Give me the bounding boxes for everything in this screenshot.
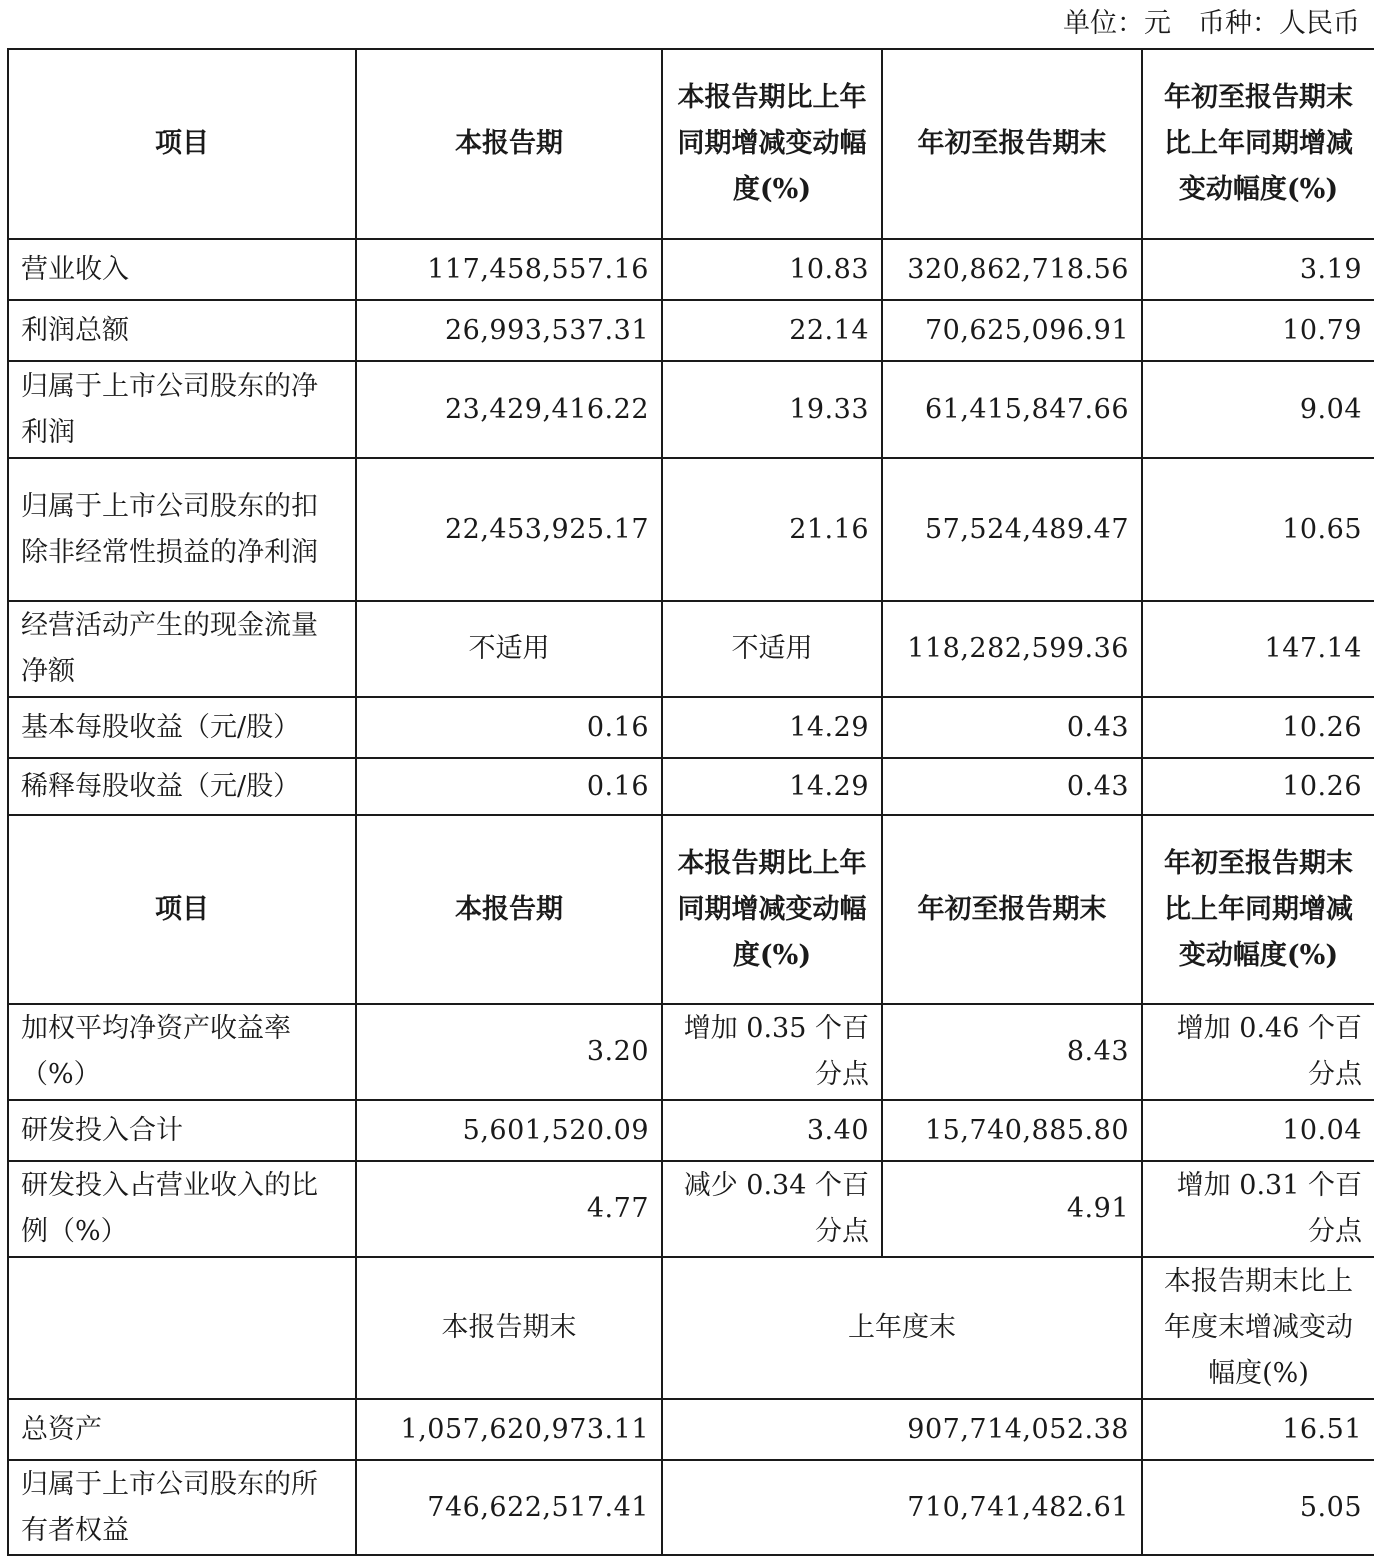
header-current-period: 本报告期 [356, 815, 662, 1004]
table-row [8, 1460, 1374, 1555]
cell-ytd-change: 147.14 [1142, 601, 1374, 697]
cell-current-change: 3.40 [662, 1100, 882, 1161]
cell-ytd-change: 10.26 [1142, 758, 1374, 815]
cell-ytd: 70,625,096.91 [882, 300, 1142, 361]
cell-current-change: 10.83 [662, 239, 882, 300]
cell-ytd: 15,740,885.80 [882, 1100, 1142, 1161]
cell-ytd: 8.43 [882, 1004, 1142, 1100]
cell-ytd-change: 10.65 [1142, 458, 1374, 601]
table-header-row [8, 1257, 1374, 1399]
header-item: 项目 [8, 815, 356, 1004]
table-row [8, 601, 1374, 697]
row-label: 归属于上市公司股东的扣除非经常性损益的净利润 [8, 458, 356, 601]
cell-ytd-change: 3.19 [1142, 239, 1374, 300]
cell-current: 5,601,520.09 [356, 1100, 662, 1161]
header-current-change: 本报告期比上年同期增减变动幅度(%) [662, 49, 882, 239]
header-ytd: 年初至报告期末 [882, 815, 1142, 1004]
table-row [8, 300, 1374, 361]
cell-ytd-change: 10.26 [1142, 697, 1374, 758]
row-label: 加权平均净资产收益率（%） [8, 1004, 356, 1100]
cell-ytd: 118,282,599.36 [882, 601, 1142, 697]
header-ytd: 年初至报告期末 [882, 49, 1142, 239]
table-row [8, 1399, 1374, 1460]
cell-ytd-change: 增加 0.46 个百分点 [1142, 1004, 1374, 1100]
row-label: 归属于上市公司股东的净利润 [8, 361, 356, 458]
table-row [8, 1161, 1374, 1257]
table-header-row [8, 49, 1374, 239]
table-row [8, 239, 1374, 300]
cell-ytd: 320,862,718.56 [882, 239, 1142, 300]
header-empty-cell [8, 1257, 356, 1399]
cell-period-end: 1,057,620,973.11 [356, 1399, 662, 1460]
header-item: 项目 [8, 49, 356, 239]
cell-current: 不适用 [356, 601, 662, 697]
cell-ytd-change: 10.04 [1142, 1100, 1374, 1161]
cell-current-change: 减少 0.34 个百分点 [662, 1161, 882, 1257]
cell-ytd-change: 10.79 [1142, 300, 1374, 361]
cell-current-change: 21.16 [662, 458, 882, 601]
cell-period-end: 746,622,517.41 [356, 1460, 662, 1555]
row-label: 基本每股收益（元/股） [8, 697, 356, 758]
cell-change: 16.51 [1142, 1399, 1374, 1460]
row-label: 经营活动产生的现金流量净额 [8, 601, 356, 697]
cell-prior-year-end: 710,741,482.61 [662, 1460, 1142, 1555]
cell-current: 3.20 [356, 1004, 662, 1100]
table-header-row [8, 815, 1374, 1004]
cell-ytd: 4.91 [882, 1161, 1142, 1257]
table-row [8, 1004, 1374, 1100]
header-period-end: 本报告期末 [356, 1257, 662, 1399]
header-current-period: 本报告期 [356, 49, 662, 239]
cell-ytd: 0.43 [882, 697, 1142, 758]
header-ytd-change: 年初至报告期末比上年同期增减变动幅度(%) [1142, 815, 1374, 1004]
cell-current: 26,993,537.31 [356, 300, 662, 361]
row-label: 营业收入 [8, 239, 356, 300]
cell-current-change: 14.29 [662, 758, 882, 815]
table-row [8, 697, 1374, 758]
cell-ytd-change: 9.04 [1142, 361, 1374, 458]
cell-ytd: 0.43 [882, 758, 1142, 815]
table-row [8, 361, 1374, 458]
row-label: 总资产 [8, 1399, 356, 1460]
cell-current-change: 不适用 [662, 601, 882, 697]
cell-current-change: 14.29 [662, 697, 882, 758]
header-prior-year-end: 上年度末 [662, 1257, 1142, 1399]
header-period-end-change: 本报告期末比上年度末增减变动幅度(%) [1142, 1257, 1374, 1399]
cell-current: 0.16 [356, 758, 662, 815]
cell-current-change: 22.14 [662, 300, 882, 361]
cell-current: 4.77 [356, 1161, 662, 1257]
cell-prior-year-end: 907,714,052.38 [662, 1399, 1142, 1460]
unit-currency-note: 单位：元 币种：人民币 [1063, 8, 1360, 39]
cell-current-change: 增加 0.35 个百分点 [662, 1004, 882, 1100]
row-label: 归属于上市公司股东的所有者权益 [8, 1460, 356, 1555]
cell-current-change: 19.33 [662, 361, 882, 458]
row-label: 稀释每股收益（元/股） [8, 758, 356, 815]
cell-current: 22,453,925.17 [356, 458, 662, 601]
table-row [8, 1100, 1374, 1161]
header-current-change: 本报告期比上年同期增减变动幅度(%) [662, 815, 882, 1004]
row-label: 研发投入占营业收入的比例（%） [8, 1161, 356, 1257]
cell-current: 117,458,557.16 [356, 239, 662, 300]
row-label: 研发投入合计 [8, 1100, 356, 1161]
row-label: 利润总额 [8, 300, 356, 361]
cell-ytd-change: 增加 0.31 个百分点 [1142, 1161, 1374, 1257]
cell-ytd: 61,415,847.66 [882, 361, 1142, 458]
cell-current: 23,429,416.22 [356, 361, 662, 458]
header-ytd-change: 年初至报告期末比上年同期增减变动幅度(%) [1142, 49, 1374, 239]
table-row [8, 458, 1374, 601]
financial-data-table [7, 48, 1374, 1556]
table-row [8, 758, 1374, 815]
cell-ytd: 57,524,489.47 [882, 458, 1142, 601]
cell-change: 5.05 [1142, 1460, 1374, 1555]
cell-current: 0.16 [356, 697, 662, 758]
